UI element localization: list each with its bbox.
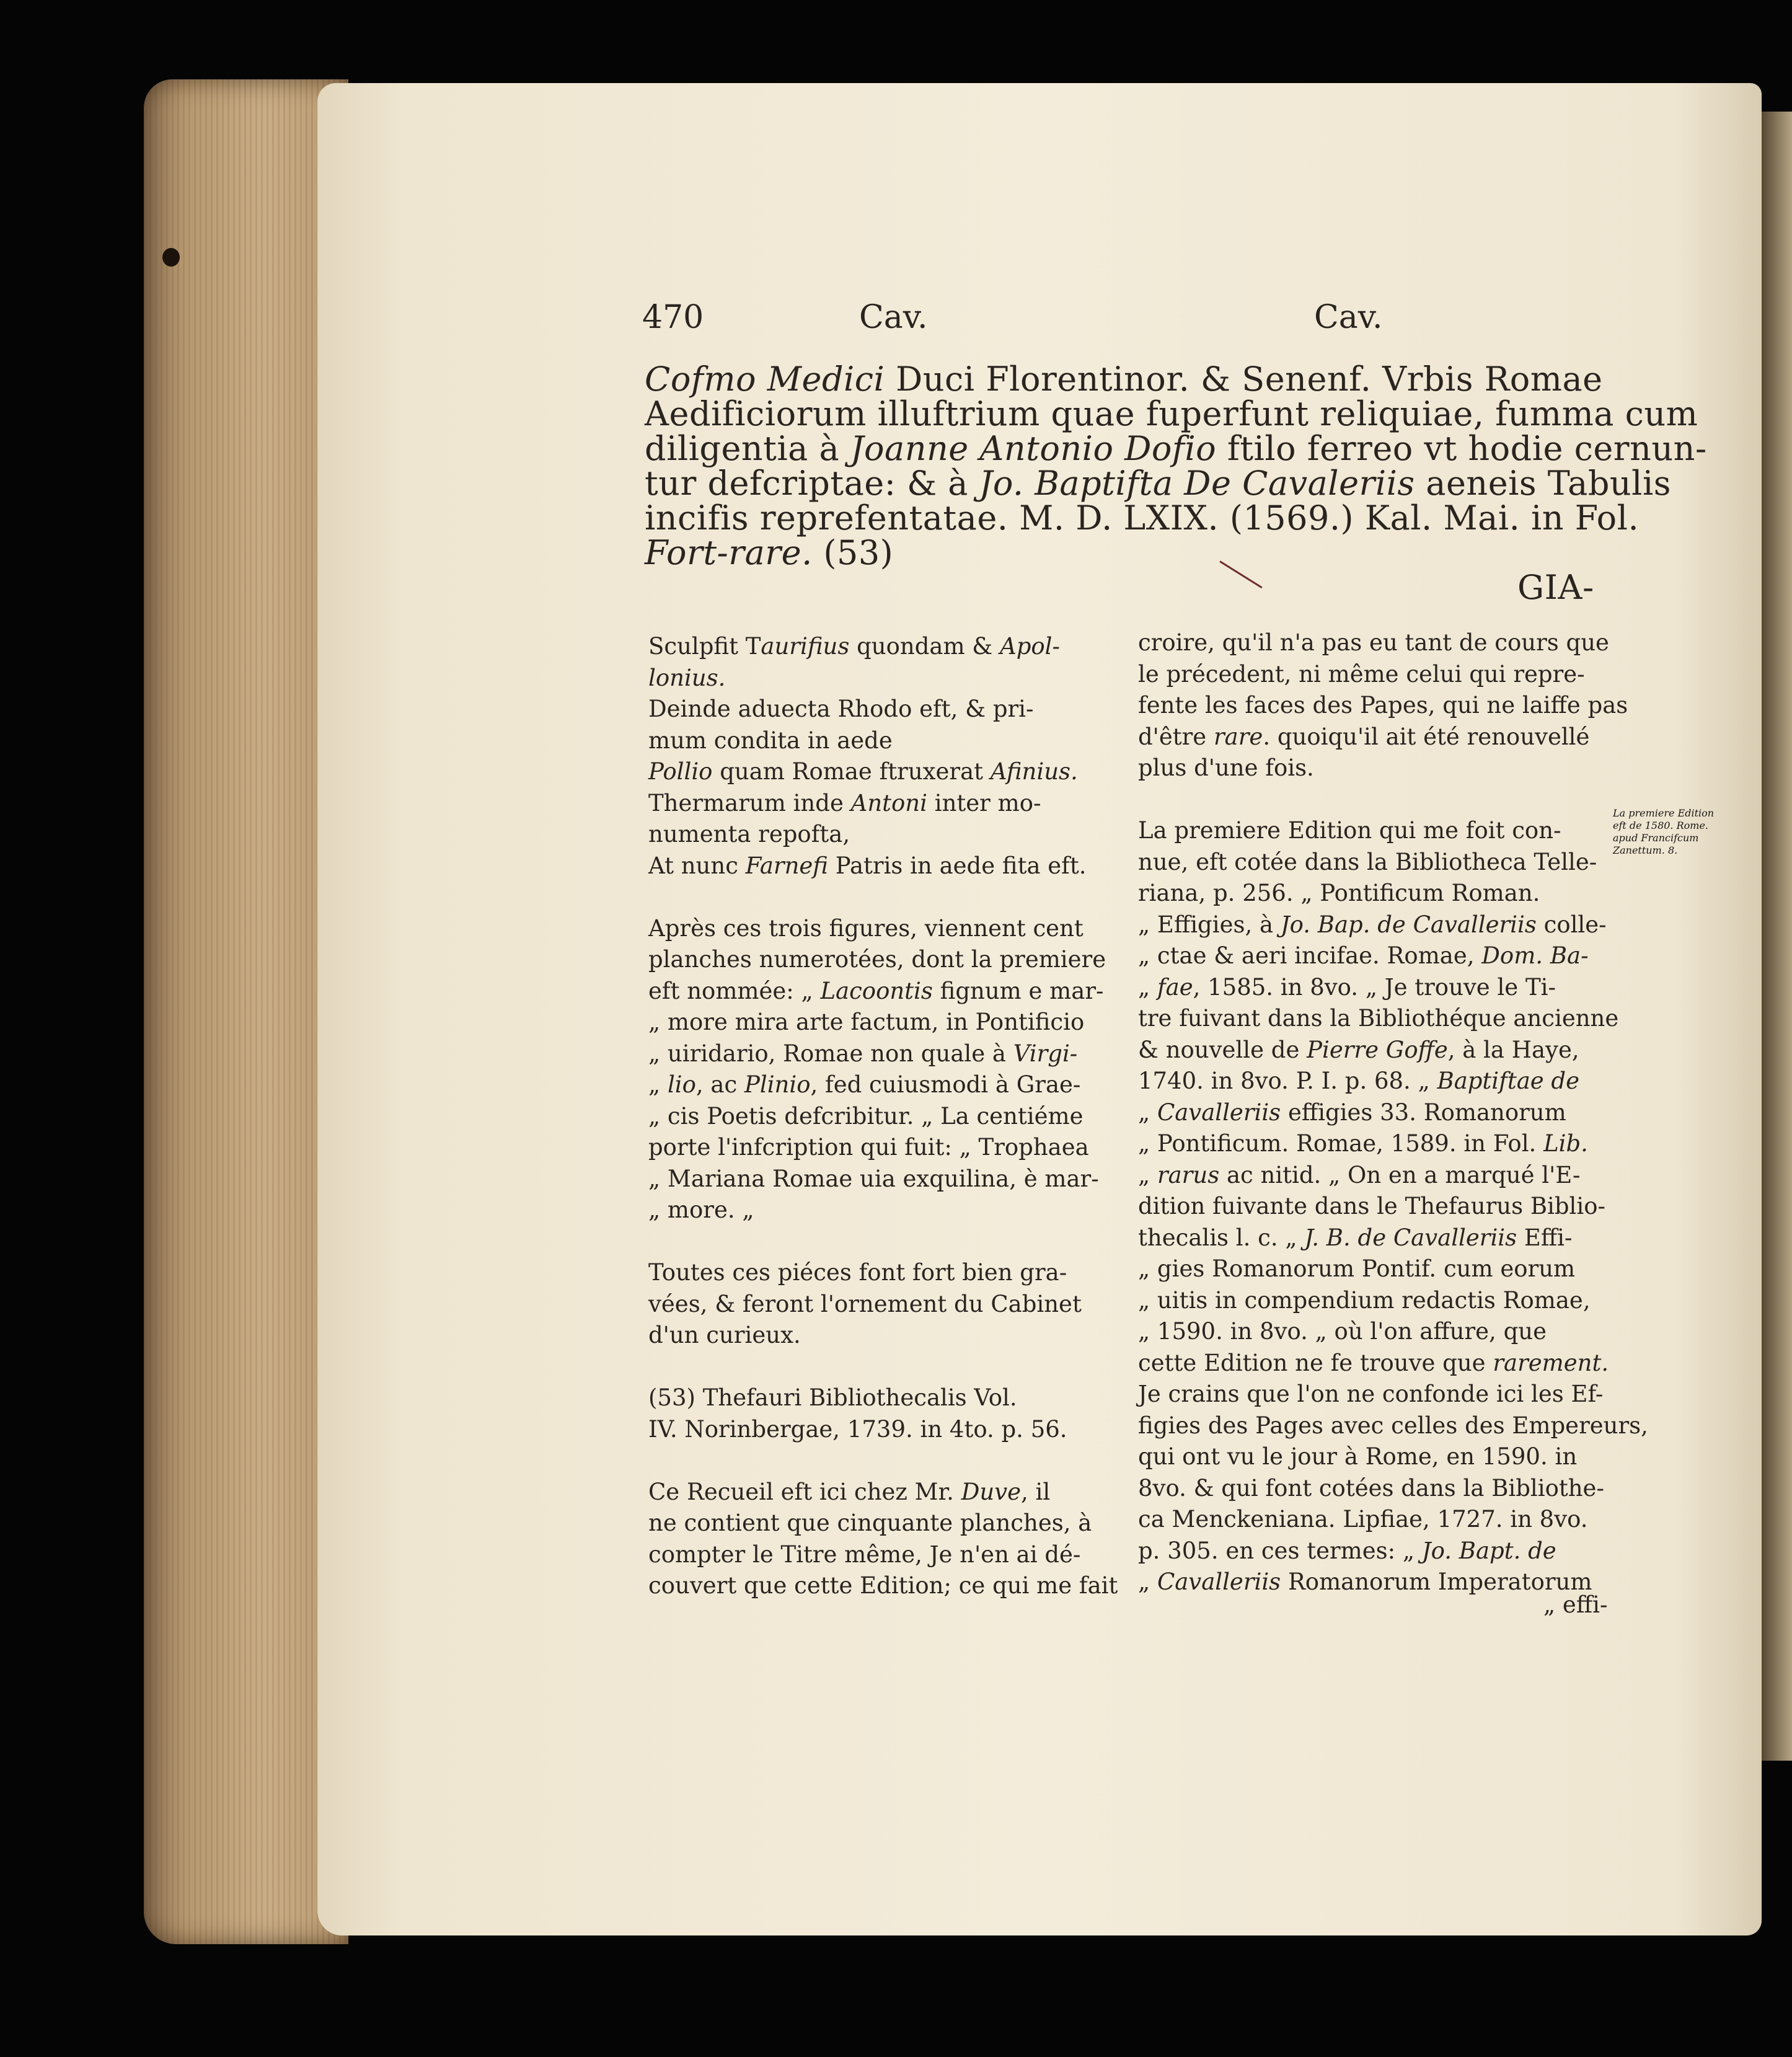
text: ac nitid. „ On en a marqué l'E- — [1219, 1161, 1581, 1188]
left-column-line — [648, 788, 1113, 820]
text: 1740. in 8vo. P. I. p. 68. „ — [1138, 1068, 1437, 1094]
entry-line — [645, 533, 1612, 572]
text: d'un curieux. — [648, 1322, 801, 1348]
italic-text: Lib. — [1543, 1130, 1588, 1157]
entry-line — [645, 429, 1707, 468]
text: eft nommée: „ — [648, 977, 821, 1004]
right-column-line — [1138, 1128, 1622, 1160]
italic-text: Virgi- — [1013, 1040, 1078, 1067]
text: 8vo. & qui font cotées dans la Bibliothe- — [1138, 1474, 1604, 1502]
margin-note-line: apud Francifcum — [1613, 832, 1699, 844]
text: „ gies Romanorum Pontif. cum eorum — [1138, 1255, 1576, 1282]
right-column-line — [1138, 909, 1622, 941]
right-column-line — [1138, 1191, 1622, 1223]
italic-text: Farnefi — [745, 852, 828, 879]
right-column-line — [1138, 1348, 1622, 1379]
text: , ac — [695, 1071, 744, 1098]
italic-text: aurifius — [761, 633, 850, 660]
right-column-line — [1138, 1441, 1622, 1473]
text: „ uiridario, Romae non quale à — [648, 1040, 1013, 1067]
italic-text: Jo. Bap. de Cavalleriis — [1280, 911, 1537, 938]
text: quam Romae ftruxerat — [712, 758, 991, 785]
italic-text: lio — [667, 1071, 696, 1098]
italic-text: Antoni — [850, 789, 927, 816]
text: figies des Pages avec celles des Empereurs, — [1138, 1412, 1648, 1439]
left-column-line — [648, 913, 1113, 945]
italic-text: Afinius. — [990, 758, 1078, 785]
text: „ — [1138, 1568, 1157, 1595]
margin-note-line: eft de 1580. Rome. — [1613, 820, 1708, 831]
text: Effi- — [1517, 1224, 1573, 1251]
text: Thermarum inde — [648, 789, 851, 816]
text: fente les faces des Papes, qui ne laiffe pas — [1138, 692, 1628, 719]
text: (53) — [812, 533, 894, 572]
italic-text: Cavalleriis — [1157, 1568, 1281, 1595]
left-column-line — [648, 694, 1113, 725]
text: nue, eft cotée dans la Bibliotheca Telle- — [1138, 848, 1597, 875]
right-column-line — [1138, 1003, 1622, 1035]
italic-text: Baptiftae de — [1437, 1068, 1579, 1094]
left-column-line — [648, 1007, 1113, 1038]
italic-text: Pierre Goffe — [1307, 1036, 1448, 1063]
text: compter le Titre même, Je n'en ai dé- — [648, 1541, 1081, 1568]
text: „ Effigies, à — [1138, 911, 1281, 938]
text: Patris in aede fita eft. — [828, 852, 1087, 879]
facing-page-edge — [1759, 112, 1792, 1761]
handwritten-margin-note — [1613, 807, 1714, 857]
entry-line — [645, 394, 1698, 433]
italic-text: Lacoontis — [820, 977, 933, 1004]
text: „ 1590. in 8vo. „ où l'on affure, que — [1138, 1318, 1547, 1345]
left-column-line — [648, 756, 1113, 788]
entry-line — [645, 360, 1612, 399]
left-column-line — [648, 1257, 1113, 1289]
left-column-line — [648, 1570, 1118, 1602]
text: colle- — [1536, 911, 1607, 938]
margin-note-line: Zanettum. 8. — [1613, 844, 1678, 856]
entry-line — [645, 464, 1671, 503]
left-column-line — [648, 944, 1113, 976]
text: IV. Norinbergae, 1739. in 4to. p. 56. — [648, 1415, 1067, 1443]
running-title-right: Cav. — [1314, 299, 1383, 336]
right-column-line — [1138, 1410, 1648, 1442]
left-column-line — [648, 1382, 1113, 1414]
text: „ — [1138, 973, 1157, 1001]
text: d'être — [1138, 723, 1214, 750]
text: riana, p. 256. „ Pontificum Roman. — [1138, 880, 1540, 906]
text: Toutes ces piéces font fort bien gra- — [648, 1259, 1067, 1286]
right-column-line — [1138, 1379, 1622, 1410]
right-column-line — [1138, 1504, 1622, 1536]
text: couvert que cette Edition; ce qui me fait — [648, 1572, 1118, 1599]
left-column-line — [648, 1539, 1113, 1571]
text: „ more. „ — [648, 1197, 754, 1223]
italic-text: Jo. Baptifta De Cavaleriis — [979, 464, 1415, 503]
left-column-line — [648, 725, 1113, 757]
text: croire, qu'il n'a pas eu tant de cours que — [1138, 629, 1609, 656]
right-column-line — [1138, 1066, 1622, 1097]
text: Aedificiorum illuftrium quae fuperfunt reliquiae, fumma cum — [645, 394, 1698, 433]
right-column-line — [1138, 722, 1622, 753]
entry-line — [645, 498, 1640, 537]
left-column-line — [648, 1414, 1113, 1446]
right-column-line — [1138, 1254, 1622, 1285]
text: „ more mira arte factum, in Pontificio — [648, 1009, 1085, 1035]
italic-text: fae — [1157, 973, 1193, 1001]
text: „ — [648, 1071, 668, 1098]
text: , il — [1021, 1478, 1051, 1505]
text: diligentia à — [645, 429, 850, 468]
text: Je crains que l'on ne confonde ici les Ef- — [1138, 1381, 1604, 1407]
italic-text: Dom. Ba- — [1481, 942, 1589, 969]
text: le précedent, ni même celui qui repre- — [1138, 660, 1585, 688]
left-column-line — [648, 1164, 1113, 1195]
italic-text: Cavalleriis — [1157, 1099, 1281, 1126]
left-column-line — [648, 631, 1113, 663]
text: porte l'infcription qui fuit: „ Trophaea — [648, 1134, 1089, 1161]
text: cette Edition ne fe trouve que — [1138, 1349, 1493, 1376]
text: inter mo- — [927, 789, 1041, 816]
running-title-left: Cav. — [859, 299, 928, 336]
left-column-line — [648, 1069, 1113, 1101]
text: qui ont vu le jour à Rome, en 1590. in — [1138, 1443, 1578, 1470]
right-column-line — [1138, 1536, 1622, 1567]
text: vées, & feront l'ornement du Cabinet — [648, 1290, 1082, 1317]
left-column-line — [648, 1320, 1113, 1351]
right-column-line — [1138, 753, 1622, 784]
italic-text: lonius. — [648, 664, 726, 691]
text: incifis reprefentatae. M. D. LXIX. (1569.) Kal. Mai. in Fol. — [645, 498, 1640, 537]
text: & nouvelle de — [1138, 1036, 1307, 1063]
text: At nunc — [648, 852, 746, 879]
text: Ce Recueil eft ici chez Mr. — [648, 1478, 961, 1505]
text: „ — [1138, 1099, 1157, 1126]
italic-text: Plinio — [744, 1071, 811, 1098]
right-column-line — [1138, 690, 1628, 722]
left-column-line — [648, 1132, 1113, 1164]
text: (53) Thefauri Bibliothecalis Vol. — [648, 1384, 1017, 1411]
italic-text: Jo. Bapt. de — [1421, 1537, 1556, 1564]
right-column-line — [1138, 1035, 1622, 1066]
italic-text: Cofmo Medici — [645, 360, 885, 399]
text: tre fuivant dans la Bibliothéque ancienne — [1138, 1005, 1619, 1032]
italic-text: J. B. de Cavalleriis — [1304, 1224, 1517, 1251]
text: Sculpfit T — [648, 633, 761, 660]
text: Romanorum Imperatorum — [1281, 1568, 1592, 1595]
right-column-line — [1138, 1316, 1622, 1348]
catchword-bottom: „ effi- — [1543, 1591, 1608, 1618]
text: dition fuivante dans le Thefaurus Biblio- — [1138, 1193, 1605, 1219]
text: „ cis Poetis defcribitur. „ La centiéme — [648, 1102, 1084, 1130]
text: aeneis Tabulis — [1415, 464, 1671, 503]
catchword-top: GIA- — [1517, 568, 1594, 607]
text: plus d'une fois. — [1138, 754, 1314, 781]
left-column-line — [648, 663, 1113, 694]
margin-note-line: La premiere Edition — [1613, 807, 1715, 819]
text: ne contient que cinquante planches, à — [648, 1510, 1092, 1536]
right-column-line — [1138, 627, 1622, 659]
italic-text: Fort-rare. — [645, 533, 813, 572]
text: , à la Haye, — [1447, 1036, 1579, 1063]
left-column-line — [648, 1038, 1113, 1070]
text: ca Menckeniana. Lipfiae, 1727. in 8vo. — [1138, 1506, 1588, 1533]
right-column-line — [1138, 1223, 1622, 1254]
text: numenta repofta, — [648, 821, 850, 847]
right-column-line — [1138, 1160, 1622, 1192]
right-column-line — [1138, 878, 1622, 909]
right-column-line — [1138, 1097, 1622, 1129]
text: Deinde aduecta Rhodo eft, & pri- — [648, 696, 1034, 722]
italic-text: Joanne Antonio Dofio — [850, 429, 1217, 468]
left-column-line — [648, 1101, 1113, 1133]
text: , 1585. in 8vo. „ Je trouve le Ti- — [1193, 973, 1556, 1001]
italic-text: rarement. — [1493, 1349, 1609, 1376]
text: effigies 33. Romanorum — [1281, 1099, 1566, 1126]
right-column-line — [1138, 1473, 1622, 1505]
text: . quoiqu'il ait été renouvellé — [1263, 723, 1590, 750]
text: quondam & — [849, 633, 1000, 660]
text: ftilo ferreo vt hodie cernun- — [1216, 429, 1707, 468]
text: planches numerotées, dont la premiere — [648, 946, 1106, 973]
text: La premiere Edition qui me foit con- — [1138, 817, 1561, 844]
italic-text: rarus — [1157, 1161, 1220, 1188]
text: , fed cuiusmodi à Grae- — [810, 1071, 1081, 1098]
left-column-line — [648, 851, 1113, 882]
text: tur defcriptae: & à — [645, 464, 979, 503]
italic-text: rare — [1213, 723, 1263, 750]
text: „ uitis in compendium redactis Romae, — [1138, 1286, 1591, 1314]
left-column-line — [648, 976, 1113, 1007]
right-column-line — [1138, 659, 1622, 691]
left-column-line — [648, 1508, 1113, 1539]
text: „ Mariana Romae uia exquilina, è mar- — [648, 1165, 1099, 1192]
italic-text: Apol- — [999, 633, 1061, 660]
text: „ Pontificum. Romae, 1589. in Fol. — [1138, 1130, 1544, 1157]
italic-text: Duve — [961, 1478, 1021, 1505]
page-number: 470 — [642, 299, 704, 336]
left-column-line — [648, 1289, 1113, 1320]
binding-hole — [162, 248, 180, 267]
left-column-line — [648, 1195, 1113, 1226]
right-column-line — [1138, 815, 1622, 847]
right-column-line — [1138, 940, 1622, 972]
left-column-line — [648, 1477, 1113, 1508]
text: thecalis l. c. „ — [1138, 1224, 1305, 1251]
left-column-line — [648, 819, 1113, 851]
italic-text: Pollio — [648, 758, 713, 785]
text: „ — [1138, 1161, 1157, 1188]
text: fignum e mar- — [932, 977, 1104, 1004]
text: p. 305. en ces termes: „ — [1138, 1537, 1422, 1564]
text: „ ctae & aeri incifae. Romae, — [1138, 942, 1482, 969]
text: Après ces trois figures, viennent cent — [648, 914, 1084, 942]
right-column-line — [1138, 972, 1622, 1004]
right-column-line — [1138, 847, 1622, 878]
right-column-line — [1138, 1285, 1622, 1317]
text: Duci Florentinor. & Senenf. Vrbis Romae — [885, 360, 1603, 399]
text: mum condita in aede — [648, 727, 893, 754]
